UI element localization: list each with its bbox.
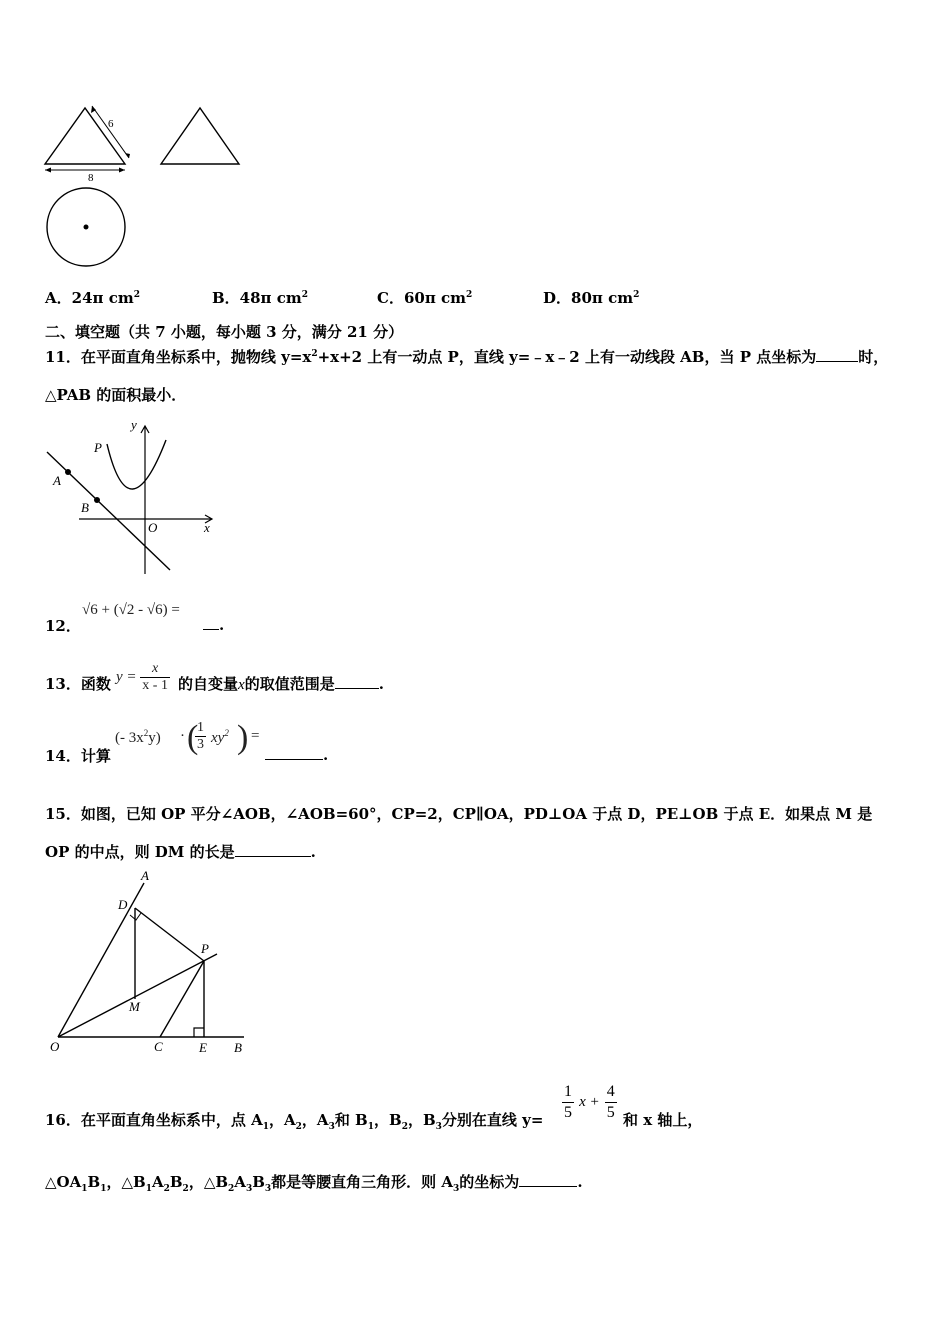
label-A: A [53, 473, 61, 488]
q15-geometry-figure [44, 868, 254, 1063]
option-c: C．60π $cm^2$ [377, 289, 473, 307]
triangle-figure [155, 100, 250, 170]
label-O: O [148, 520, 158, 535]
side-label-6: 6 [108, 118, 114, 130]
question-11-line2: △PAB 的面积最小． [45, 386, 187, 404]
question-16-line1-tail: 和 x 轴上， [623, 1111, 703, 1129]
q16-line-equation: $\frac{1}{5}$ x + $\frac{4}{5}$ [564, 1083, 615, 1121]
question-16-line2: $\triangle OA_1B_1$，$\triangle B_1A_2B_2$，$\triangle B_2A_3B_3$都是等腰直角三角形．则 $A_3$的坐标为 . [45, 1173, 583, 1194]
question-13-tail: 的自变量x的取值范围是 . [178, 675, 384, 693]
base-label-8: 8 [88, 172, 94, 184]
label-C-15: C [154, 1039, 163, 1054]
answer-blank-15[interactable] [235, 842, 311, 857]
label-y: y [131, 417, 137, 432]
answer-blank-16[interactable] [519, 1172, 577, 1187]
label-B: B [81, 500, 89, 515]
label-M-15: M [129, 999, 140, 1014]
question-16-line1: 16．在平面直角坐标系中，点 $A_1$，$A_2$，$A_3$和 $B_1$，$B_2$，$B_3$分别在直线 y= [45, 1111, 544, 1132]
label-B-15: B [234, 1040, 242, 1055]
label-A-15: A [141, 868, 149, 883]
q13-formula: y = $\frac{x}{x - 1}$ [116, 661, 168, 693]
answer-blank-14[interactable] [265, 745, 323, 760]
label-P-15: P [201, 941, 209, 956]
question-12: 12． [45, 617, 81, 635]
label-P: P [94, 440, 102, 455]
q11-coordinate-figure [44, 418, 224, 580]
option-b: B．48π $cm^2$ [212, 289, 309, 307]
circle-figure [40, 185, 135, 270]
question-11-line1: 11．在平面直角坐标系中，抛物线 $y=x^2+x+2$ 上有一动点 P，直线 y=﹣x﹣2 上有一动线段 AB，当 P 点坐标为 时， [45, 348, 889, 366]
question-13: 13．函数 [45, 675, 111, 693]
q12-answer: . [203, 615, 224, 634]
question-15-line2: OP 的中点，则 DM 的长是 . [45, 843, 316, 861]
label-D-15: D [118, 897, 128, 912]
label-E-15: E [199, 1040, 207, 1055]
question-14: 14．计算 [45, 747, 111, 765]
option-d: D．80π $cm^2$ [543, 289, 640, 307]
section-title: 二、填空题（共 7 小题，每小题 3 分，满分 21 分） [45, 323, 404, 341]
q14-answer: . [265, 745, 328, 764]
question-15-line1: 15．如图，已知 OP 平分∠AOB，∠AOB=60°，CP=2，CP∥OA，PD⊥OA 于点 D，PE⊥OB 于点 E．如果点 M 是 [45, 805, 873, 823]
label-x: x [204, 520, 210, 535]
q12-expression: √6 + (√2 - √6) = [82, 602, 180, 618]
answer-blank-12[interactable] [203, 615, 219, 630]
option-a: A．24π $cm^2$ [45, 289, 140, 307]
answer-blank-11[interactable] [816, 347, 858, 362]
answer-blank-13[interactable] [335, 674, 379, 689]
label-O-15: O [50, 1039, 60, 1054]
